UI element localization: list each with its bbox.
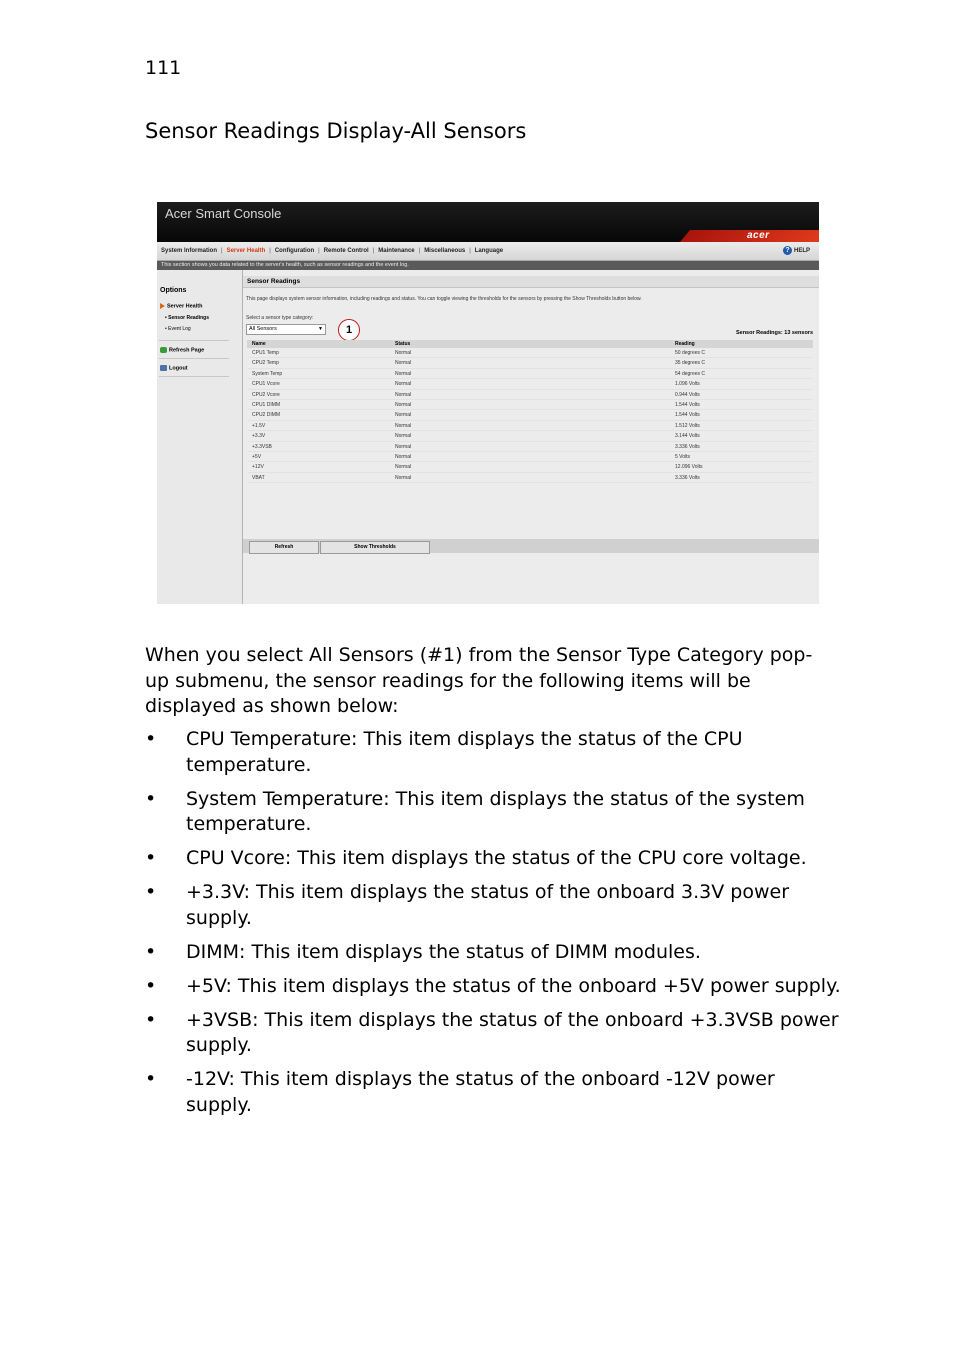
sidebar-divider (159, 358, 229, 359)
menu-separator: | (418, 248, 421, 254)
table-row (247, 431, 813, 441)
sidebar-item-server-health[interactable] (160, 303, 202, 309)
list-item (145, 940, 845, 966)
menu-item[interactable]: Miscellaneous (424, 248, 466, 254)
console-screenshot (157, 202, 819, 604)
sidebar-item-label: Event Log (168, 326, 191, 332)
table-cell: 50 degrees C (675, 350, 706, 356)
sensor-type-select[interactable] (246, 324, 326, 335)
list-item (145, 846, 845, 872)
bullet-marker: • (145, 881, 157, 903)
menu-item[interactable]: System Information (161, 248, 218, 254)
table-cell: CPU2 DIMM (252, 412, 281, 419)
table-cell: 12.096 Volts (675, 464, 703, 471)
table-row (247, 421, 813, 431)
menu-item[interactable]: Configuration (274, 248, 315, 254)
table-row (247, 390, 813, 400)
bullet-text: +3.3V: This item displays the status of the onboard 3.3V power supply. (186, 881, 790, 929)
bullet-text: -12V: This item displays the status of the onboard -12V power supply. (186, 1068, 775, 1116)
console-header (157, 202, 819, 242)
table-row (247, 379, 813, 389)
info-bar (157, 261, 819, 270)
table-row (247, 369, 813, 379)
bullet-marker: • (145, 1068, 157, 1090)
table-row (247, 358, 813, 368)
table-cell: System Temp (252, 370, 283, 377)
sensor-table (247, 340, 813, 483)
table-cell: CPU1 Vcore (252, 381, 280, 388)
table-cell: Normal (395, 350, 412, 356)
table-cell: 0.944 Volts (675, 391, 700, 398)
list-item (145, 727, 845, 778)
bullet-marker: • (145, 847, 157, 869)
table-cell: 5 Volts (675, 453, 691, 460)
bullet-text: +5V: This item displays the status of the onboard +5V power supply. (186, 974, 841, 997)
console-menubar (157, 242, 819, 261)
table-cell: 3.336 Volts (675, 474, 700, 481)
bullet-marker: • (145, 1008, 157, 1031)
sidebar-item-label: Server Health (167, 303, 203, 310)
bullet-text: CPU Temperature: This item displays the status of the CPU temperature. (186, 728, 743, 776)
menu-item[interactable]: Language (474, 248, 504, 254)
section-title: Sensor Readings Display-All Sensors (145, 119, 527, 143)
table-cell: +12V (252, 464, 264, 471)
menu-separator: | (372, 248, 375, 254)
info-bar-text: This section shows you data related to the server's health, such as sensor readings and the event log. (161, 262, 409, 268)
table-row (247, 348, 813, 358)
table-cell: CPU1 Temp (252, 350, 279, 356)
acer-logo: acer (747, 230, 770, 241)
console-title: Acer Smart Console (165, 206, 282, 221)
table-cell: CPU2 Vcore (252, 391, 280, 398)
table-row (247, 462, 813, 472)
menu-separator: | (318, 248, 320, 254)
table-cell: Normal (395, 370, 412, 377)
table-row (247, 473, 813, 483)
table-cell: 1.512 Volts (675, 422, 700, 429)
menu-item[interactable]: Remote Control (323, 248, 369, 254)
table-cell: Normal (395, 422, 412, 429)
options-heading: Options (160, 287, 187, 294)
menu-separator: | (269, 248, 271, 254)
column-header-status[interactable]: Status (395, 341, 411, 347)
bullet-marker: • (145, 974, 157, 997)
table-cell: Normal (395, 474, 412, 481)
sensor-type-label: Select a sensor type category: (246, 315, 314, 321)
menu-separator: | (221, 248, 223, 254)
table-cell: 54 degrees C (675, 370, 706, 377)
page-number: 111 (145, 57, 182, 79)
table-cell: VBAT (252, 474, 265, 481)
table-cell: Normal (395, 391, 412, 398)
table-cell: Normal (395, 360, 412, 367)
panel-title: Sensor Readings (247, 278, 301, 285)
bullet-list (145, 727, 845, 1127)
table-cell: 1.544 Volts (675, 412, 700, 419)
sidebar-item-sensor-readings[interactable]: • Sensor Readings (165, 315, 209, 321)
show-thresholds-button[interactable]: Show Thresholds (320, 541, 430, 554)
chevron-down-icon: ▼ (318, 326, 323, 332)
help-icon: ? (783, 246, 792, 255)
table-row (247, 400, 813, 410)
table-cell: +3.3V (252, 433, 266, 440)
table-row (247, 452, 813, 462)
sidebar-item-label: Logout (169, 365, 188, 372)
bullet-marker: • (145, 787, 157, 810)
table-cell: Normal (395, 453, 412, 460)
bullet-text: DIMM: This item displays the status of DIMM modules. (186, 940, 701, 963)
bullet-marker: • (145, 940, 157, 963)
bullet-text: CPU Vcore: This item displays the status of the CPU core voltage. (186, 847, 807, 869)
menu-item[interactable]: Server Health (226, 248, 266, 254)
button-bar (243, 539, 819, 553)
column-header-name[interactable]: Name (252, 341, 266, 347)
table-cell: Normal (395, 433, 412, 440)
help-link[interactable] (783, 246, 810, 255)
logout-icon (160, 365, 167, 371)
sensor-type-value: All Sensors (249, 326, 277, 332)
list-item (145, 1008, 845, 1059)
sidebar-item-label: Refresh Page (169, 347, 205, 354)
column-header-reading[interactable]: Reading (675, 341, 695, 347)
list-item (145, 1067, 845, 1118)
table-row (247, 442, 813, 452)
table-cell: Normal (395, 401, 412, 408)
options-sidebar (157, 270, 243, 604)
table-cell: Normal (395, 412, 412, 419)
list-item (145, 787, 845, 838)
refresh-icon (160, 347, 167, 353)
intro-paragraph: When you select All Sensors (#1) from the Sensor Type Category pop-up submenu, the sensor readings for the following items will be displayed as shown below: (145, 644, 813, 717)
table-cell: CPU2 Temp (252, 360, 279, 367)
table-header (247, 340, 813, 348)
table-cell: CPU1 DIMM (252, 401, 281, 408)
menu-item[interactable]: Maintenance (378, 248, 415, 254)
table-cell: 35 degrees C (675, 360, 706, 367)
callout-marker: 1 (338, 319, 360, 341)
list-item (145, 974, 845, 1000)
sidebar-item-event-log[interactable]: • Event Log (165, 326, 191, 332)
panel-description: This page displays system sensor information, including readings and status. You can toggle viewing the thresholds for the sensors by pressing the Show Thresholds button below. (246, 296, 642, 302)
sidebar-item-refresh-page[interactable] (160, 347, 204, 353)
bullet-text: +3VSB: This item displays the status of the onboard +3.3VSB power supply. (186, 1008, 839, 1056)
table-body (247, 348, 813, 483)
sidebar-divider (159, 340, 229, 341)
help-label: HELP (794, 248, 811, 255)
arrow-right-icon (160, 303, 165, 309)
bullet-text: System Temperature: This item displays the status of the system temperature. (186, 787, 805, 835)
table-cell: Normal (395, 464, 412, 471)
table-cell: 1.544 Volts (675, 401, 700, 408)
table-cell: 3.144 Volts (675, 433, 700, 440)
sidebar-item-label: Sensor Readings (168, 315, 209, 321)
sensor-readings-panel (243, 270, 819, 604)
menu-items (161, 248, 503, 254)
table-cell: 1.096 Volts (675, 381, 700, 388)
table-cell: Normal (395, 443, 412, 450)
bullet-marker: • (145, 728, 157, 750)
table-cell: Normal (395, 381, 412, 388)
sidebar-item-logout[interactable] (160, 365, 188, 371)
table-row (247, 410, 813, 420)
readings-count: Sensor Readings: 13 sensors (735, 330, 813, 336)
table-cell: +3.3VSB (252, 443, 272, 450)
sidebar-divider (159, 376, 229, 377)
table-cell: +5V (252, 453, 262, 460)
table-cell: 3.336 Volts (675, 443, 700, 450)
menu-separator: | (469, 248, 471, 254)
table-cell: +1.5V (252, 422, 266, 429)
refresh-button[interactable]: Refresh (249, 541, 319, 554)
panel-header (243, 276, 819, 288)
list-item (145, 880, 845, 931)
